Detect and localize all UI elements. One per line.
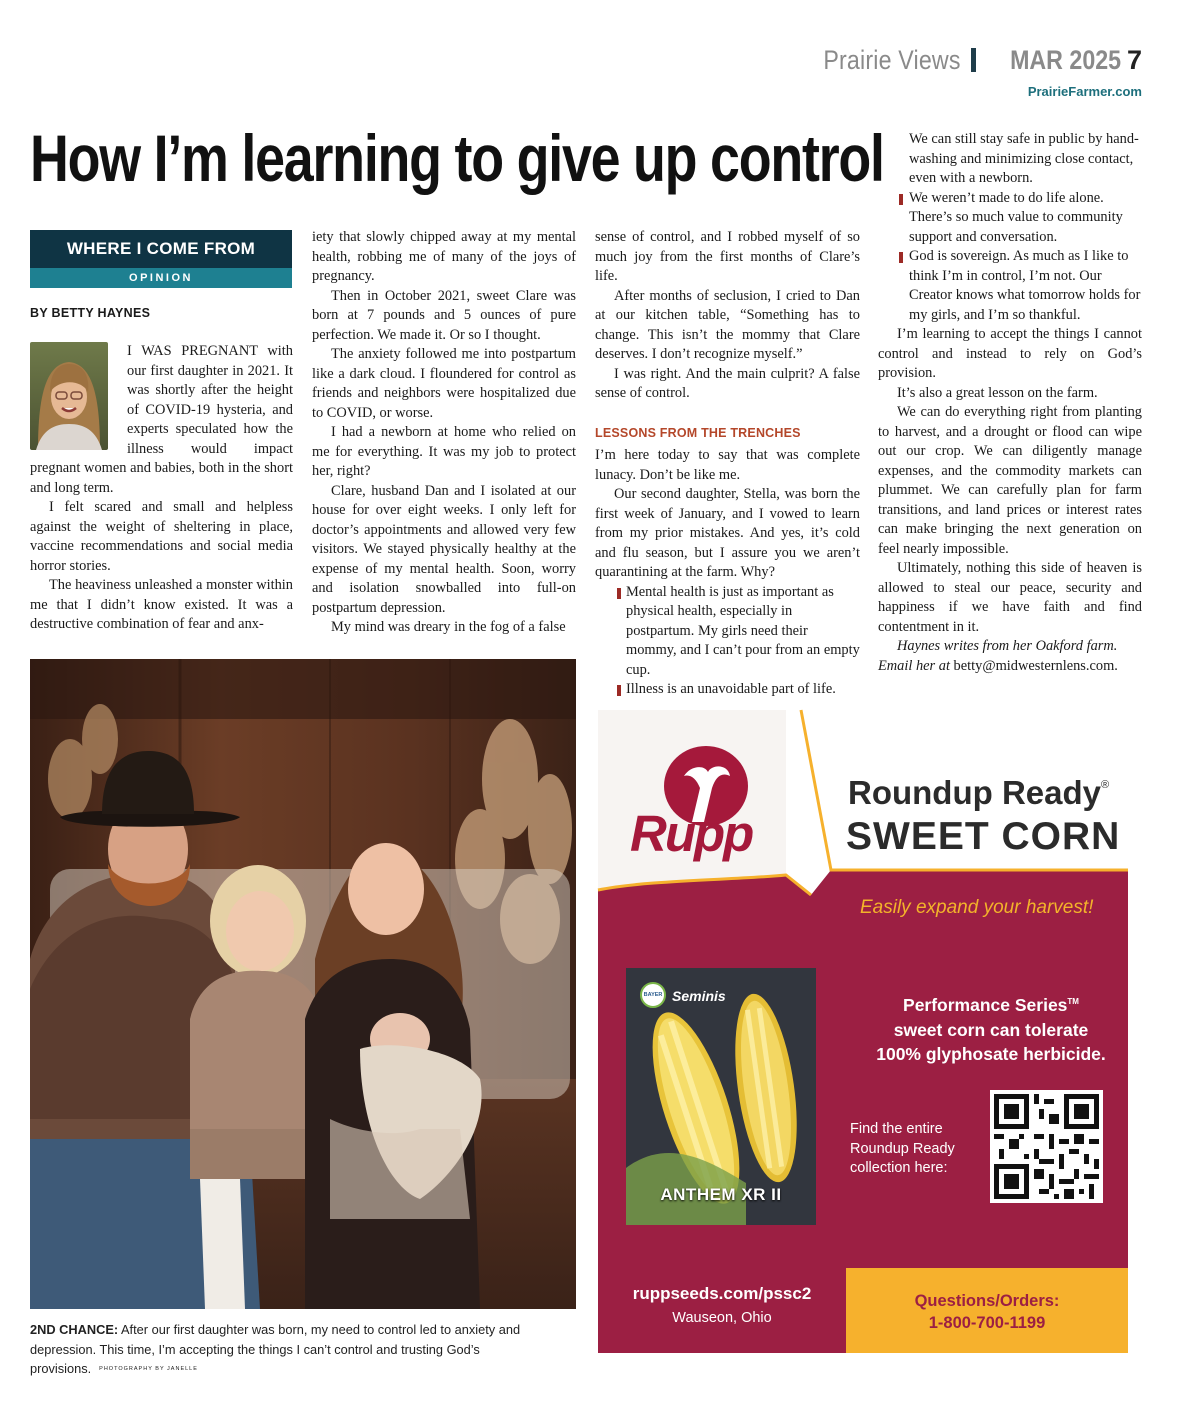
headline: How I’m learning to give up control bbox=[30, 121, 884, 195]
paragraph: We can do everything right from planting to harvest, and a drought or flood can wipe out our crop. We can diligently manage expenses, and the commodity markets can plummet. We can carefully plan for farm transitions, and land prices or interest rates can make bringing the next generation on feel nearly impossible. bbox=[878, 404, 1142, 557]
paragraph: iety that slowly chipped away at my mental health, robbing me of many of the joys of pregnancy. bbox=[312, 229, 576, 284]
paragraph: I WAS PREGNANT with our first daughter in 2021. It was shortly after the height of COVID-19 hysteria, and experts speculated how the illness would impact pregnant women and babies, both in the short and long term. bbox=[30, 343, 293, 496]
issue-date: MAR 2025 bbox=[1009, 45, 1121, 75]
paragraph: After months of seclusion, I cried to Dan at our kitchen table, “Something has to change. This isn’t the mommy that Clare deserves. I don’t recognize myself.” bbox=[595, 287, 860, 362]
ad-tagline: Easily expand your harvest! bbox=[860, 897, 1094, 918]
section-label: WHERE I COME FROM bbox=[30, 230, 292, 268]
perf-line1: Performance Series bbox=[903, 995, 1068, 1015]
ad-find-text: Find the entire Roundup Ready collection here: bbox=[850, 1121, 955, 1176]
author-email[interactable]: betty@midwesternlens.com. bbox=[953, 657, 1118, 674]
ad-title1-text: Roundup Ready bbox=[848, 774, 1101, 811]
author-note bbox=[878, 637, 1142, 676]
section-kicker bbox=[30, 230, 292, 288]
bullet-item: Mental health is just as important as physical health, especially in postpartum. My girls need their mommy, and I can’t pour from an empty cup. bbox=[595, 583, 860, 681]
paragraph: Our second daughter, Stella, was born the first week of January, and I vowed to learn from my prior mistakes. And yes, it’s cold and flu season, but I assure you we aren’t quarantining at the farm. Why? bbox=[595, 486, 860, 580]
perf-line2: sweet corn can tolerate bbox=[893, 1019, 1089, 1040]
paragraph: Then in October 2021, sweet Clare was born at 7 pounds and 5 ounces of pure perfection. We made it. Or so I thought. bbox=[312, 287, 576, 343]
orders-phone[interactable]: 1-800-700-1199 bbox=[928, 1314, 1046, 1332]
perf-line3: 100% glyphosate herbicide. bbox=[876, 1044, 1106, 1064]
trademark-mark: TM bbox=[1067, 997, 1079, 1006]
paragraph: It’s also a great lesson on the farm. bbox=[897, 384, 1098, 401]
paragraph: Ultimately, nothing this side of heaven is allowed to steal our peace, security and happiness if we have faith and find contentment in it. bbox=[878, 560, 1142, 635]
family-photo bbox=[30, 659, 576, 1309]
qr-code-icon[interactable] bbox=[990, 1090, 1103, 1203]
paragraph: sense of control, and I robbed myself of so much joy from the first months of Clare’s life. bbox=[595, 229, 860, 284]
page-header bbox=[801, 44, 1142, 99]
bullet-continuation: We can still stay safe in public by hand-washing and minimizing close contact, even with a newborn. bbox=[909, 131, 1139, 186]
article-column-4 bbox=[878, 130, 1142, 676]
header-divider bbox=[971, 48, 976, 72]
bullet-list bbox=[878, 130, 1142, 325]
header-line bbox=[801, 44, 1142, 76]
orders-label: Questions/Orders: bbox=[914, 1292, 1060, 1310]
article-column-2 bbox=[312, 228, 576, 638]
ad-url[interactable]: ruppseeds.com/pssc2 bbox=[632, 1284, 812, 1303]
bullet-item: We weren’t made to do life alone. There’s so much value to community support and conversation. bbox=[878, 189, 1142, 248]
ad-city: Wauseon, Ohio bbox=[672, 1310, 772, 1326]
article-column-3 bbox=[595, 228, 860, 700]
photo-credit: PHOTOGRAPHY BY JANELLE bbox=[99, 1365, 198, 1372]
registered-mark: ® bbox=[1101, 779, 1110, 791]
perf-line1-wrap bbox=[826, 990, 1156, 1018]
paragraph: I’m here today to say that was complete lunacy. Don’t be like me. bbox=[595, 447, 860, 483]
ad-title-line2: SWEET CORN bbox=[846, 815, 1121, 858]
page-number: 7 bbox=[1126, 45, 1142, 75]
seminis-brand: Seminis bbox=[672, 988, 726, 1004]
photo-caption bbox=[30, 1320, 580, 1379]
ad-performance-claim bbox=[826, 990, 1156, 1067]
bayer-logo-icon: BAYER bbox=[640, 982, 666, 1008]
paragraph: Clare, husband Dan and I isolated at our house for over eight weeks. I only left for doctor’s appointments and allowed very few visitors. We stayed physically healthy at the expense of my mental health. Soon, worry and isolation snowballed into full-on postpartum depression. bbox=[312, 482, 576, 616]
bullet-item: Illness is an unavoidable part of life. bbox=[595, 680, 860, 700]
paragraph: The anxiety followed me into postpartum like a dark cloud. I floundered for control as friends and neighbors were hospitalized due to COVID, or worse. bbox=[312, 346, 576, 421]
paragraph: My mind was dreary in the fog of a false bbox=[331, 619, 566, 635]
advertisement[interactable] bbox=[586, 700, 1144, 1358]
caption-text: After our first daughter was born, my need to control led to anxiety and depression. This time, I’m accepting the things I can’t control and trusting God’s provisions. bbox=[30, 1322, 521, 1376]
ad-orders-box bbox=[846, 1268, 1128, 1353]
paragraph: I was right. And the main culprit? A false sense of control. bbox=[595, 365, 860, 401]
seed-variety-name: ANTHEM XR II bbox=[660, 1185, 782, 1204]
paragraph: I’m learning to accept the things I cannot control and instead to rely on God’s provision. bbox=[878, 326, 1142, 381]
category-label: OPINION bbox=[30, 268, 292, 288]
bullet-item: God is sovereign. As much as I like to think I’m in control, I’m not. Our Creator knows what tomorrow holds for my girls, and I’m so thankful. bbox=[878, 247, 1142, 325]
author-portrait bbox=[30, 342, 108, 450]
bullet-list bbox=[595, 583, 860, 700]
article-column-1 bbox=[30, 342, 293, 635]
paragraph: The heaviness unleashed a monster within me that I didn’t know existed. It was a destructive combination of fear and anx- bbox=[30, 577, 293, 632]
subhead: LESSONS FROM THE TRENCHES bbox=[595, 425, 801, 440]
caption-label: 2ND CHANCE: bbox=[30, 1322, 119, 1337]
paragraph: I felt scared and small and helpless against the weight of sheltering in place, vaccine recommendations and social media horror stories. bbox=[30, 499, 293, 574]
author-note-text: Haynes writes from her Oakford farm. Email her at bbox=[878, 638, 1118, 674]
publication-name: Prairie Views bbox=[823, 45, 961, 75]
site-url[interactable]: PrairieFarmer.com bbox=[1027, 84, 1142, 99]
ad-brand: Rupp bbox=[630, 805, 753, 862]
byline: BY BETTY HAYNES bbox=[30, 306, 151, 320]
ad-title-line1 bbox=[848, 774, 1109, 812]
paragraph: I had a newborn at home who relied on me for everything. It was my job to protect her, right? bbox=[312, 424, 576, 479]
